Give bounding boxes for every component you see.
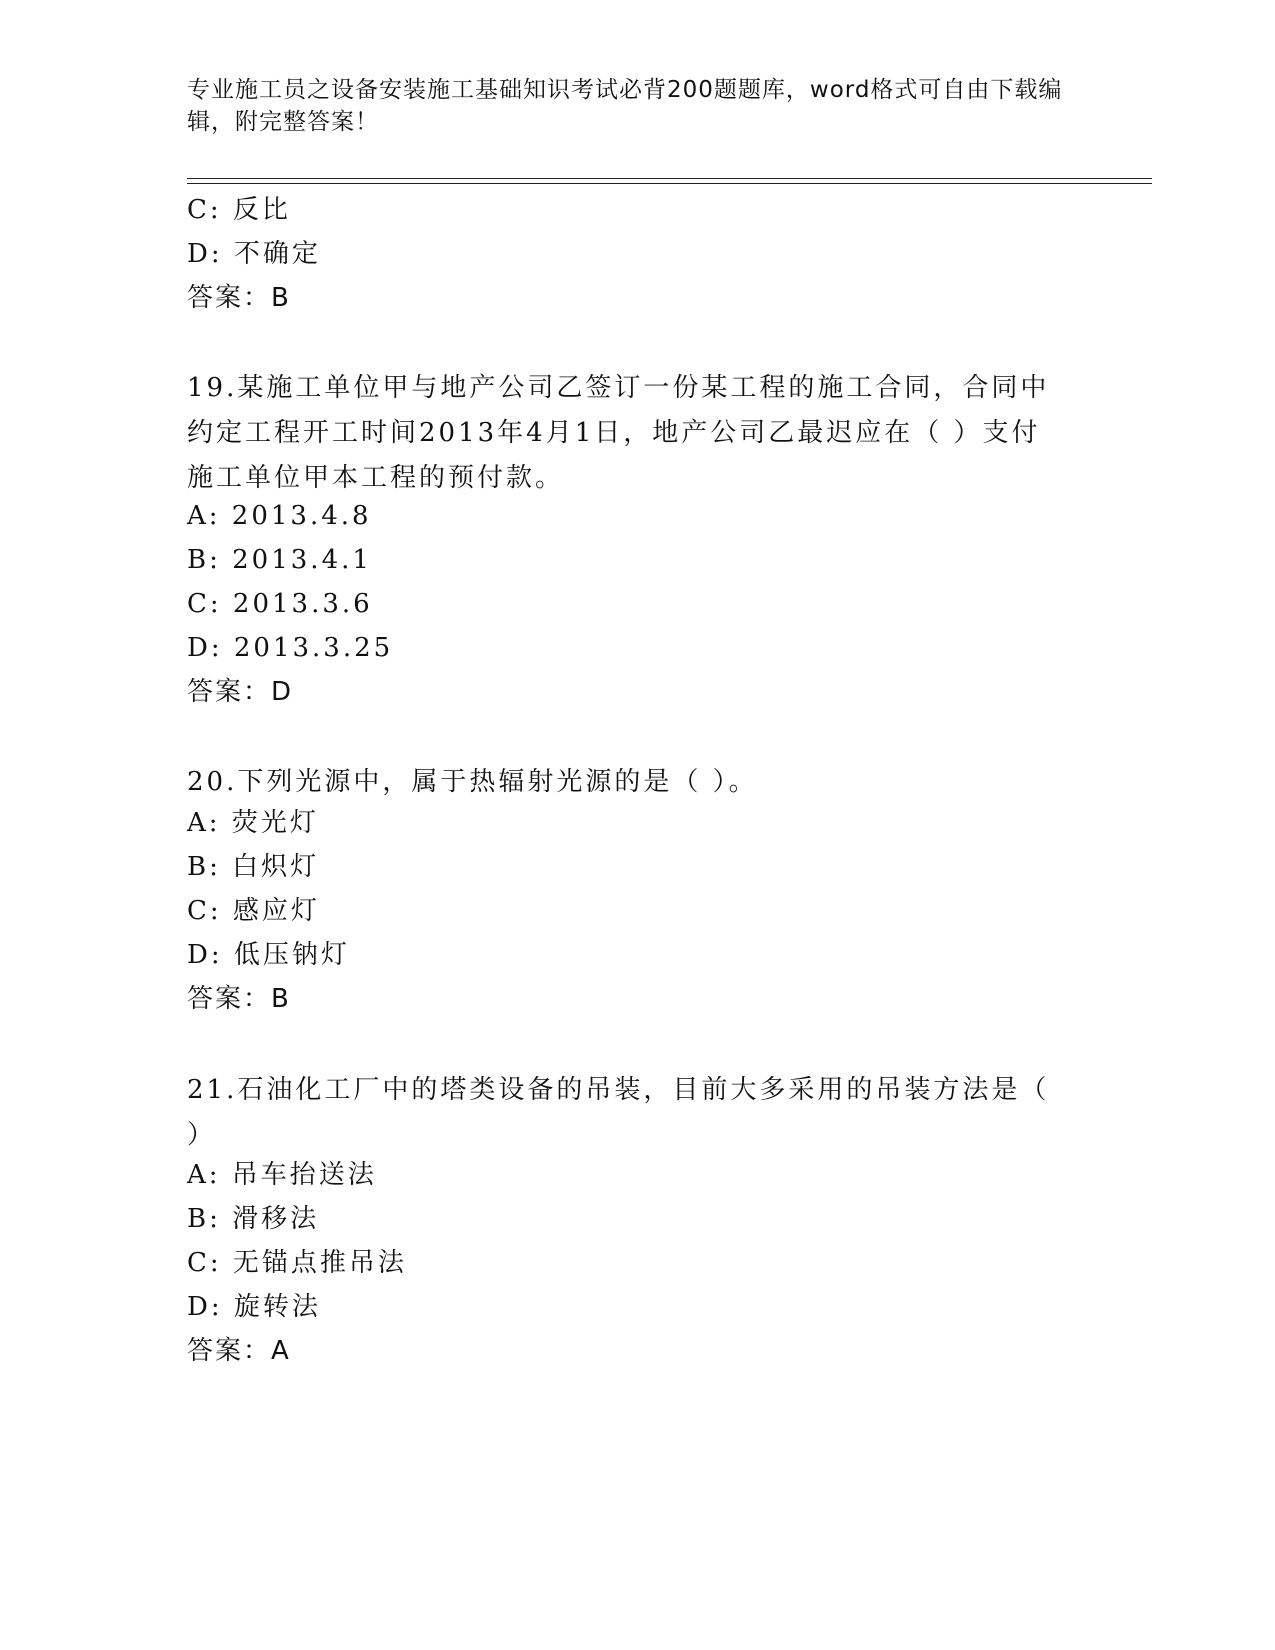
header-divider-top <box>187 178 1152 179</box>
q19-option-c: C: 2013.3.6 <box>187 589 373 619</box>
q19-option-a: A: 2013.4.8 <box>187 501 372 531</box>
q20-option-b: B: 白炽灯 <box>187 852 320 882</box>
header-divider-bottom <box>187 183 1152 184</box>
q21-stem: 21.石油化工厂中的塔类设备的吊装，目前大多采用的吊装方法是（ ） <box>187 1075 1050 1150</box>
q21-option-c: C: 无锚点推吊法 <box>187 1248 407 1278</box>
q18-option-d: D: 不确定 <box>187 239 321 269</box>
q19-option-b: B: 2013.4.1 <box>187 545 372 575</box>
q18-option-c: C: 反比 <box>187 195 291 225</box>
q20-option-a: A: 荧光灯 <box>187 808 319 838</box>
q21-option-a: A: 吊车抬送法 <box>187 1160 377 1190</box>
q21-answer: 答案：A <box>187 1336 291 1366</box>
q20-stem: 20.下列光源中，属于热辐射光源的是（ ）。 <box>187 767 758 797</box>
q19-answer: 答案：D <box>187 677 294 707</box>
q20-option-c: C: 感应灯 <box>187 896 320 926</box>
document-header: 专业施工员之设备安装施工基础知识考试必背200题题库，word格式可自由下载编辑，附完整答案！ <box>187 77 1063 135</box>
q18-answer: 答案：B <box>187 283 291 313</box>
q21-option-b: B: 滑移法 <box>187 1204 320 1234</box>
q20-option-d: D: 低压钠灯 <box>187 940 350 970</box>
q21-option-d: D: 旋转法 <box>187 1292 321 1322</box>
q20-answer: 答案：B <box>187 984 291 1014</box>
q19-stem: 19.某施工单位甲与地产公司乙签订一份某工程的施工合同，合同中约定工程开工时间2013年4月1日，地产公司乙最迟应在（ ）支付施工单位甲本工程的预付款。 <box>187 373 1050 493</box>
q19-option-d: D: 2013.3.25 <box>187 633 394 663</box>
